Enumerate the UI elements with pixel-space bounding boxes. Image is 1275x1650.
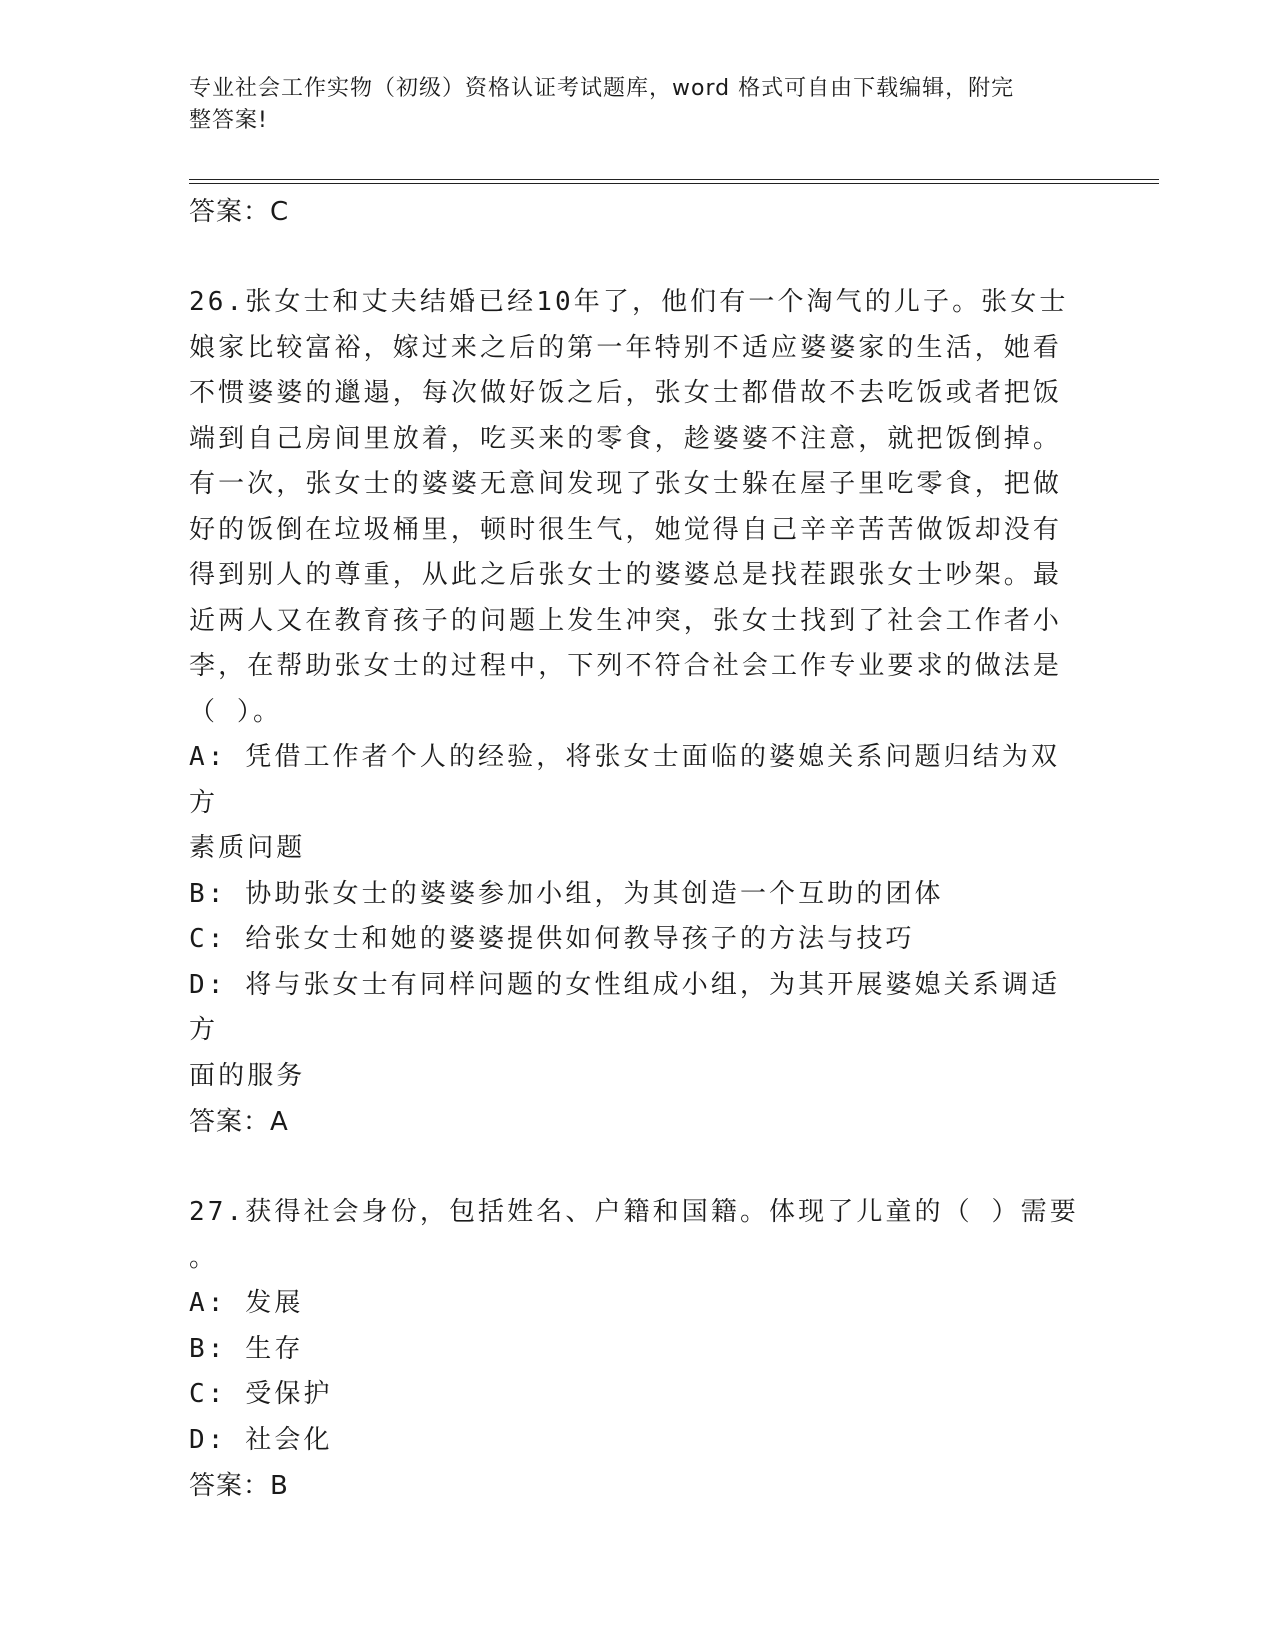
question-stem-line: 端到自己房间里放着，吃买来的零食，趁婆婆不注意，就把饭倒掉。 [189, 423, 1063, 454]
header-line: 整答案! [189, 108, 268, 133]
answer-line: 答案：A [189, 1107, 289, 1137]
question-stem-line: 好的饭倒在垃圾桶里，顿时很生气，她觉得自己辛辛苦苦做饭却没有 [189, 514, 1063, 545]
question-stem-line: 不惯婆婆的邋遢，每次做好饭之后，张女士都借故不去吃饭或者把饭 [189, 378, 1063, 408]
answer-line: 答案：B [189, 1471, 289, 1501]
option-b: B: 生存 [189, 1333, 304, 1364]
question-stem-line: 李，在帮助张女士的过程中，下列不符合社会工作专业要求的做法是 [189, 651, 1063, 681]
question-stem-line: 有一次，张女士的婆婆无意间发现了张女士躲在屋子里吃零食，把做 [189, 469, 1063, 499]
question-stem-line: 。 [189, 1242, 219, 1273]
header-divider [189, 183, 1159, 184]
question-stem-line: （ ）。 [189, 696, 283, 727]
option-b: B: 协助张女士的婆婆参加小组，为其创造一个互助的团体 [189, 878, 944, 909]
question-stem-line: 近两人又在教育孩子的问题上发生冲突，张女士找到了社会工作者小 [189, 605, 1063, 636]
question-27 [189, 1190, 1089, 1509]
question-stem-line: 得到别人的尊重，从此之后张女士的婆婆总是找茬跟张女士吵架。最 [189, 560, 1063, 590]
question-stem-line: 娘家比较富裕，嫁过来之后的第一年特别不适应婆婆家的生活，她看 [189, 332, 1063, 363]
page-header [189, 73, 1069, 137]
option-c: C: 受保护 [189, 1379, 333, 1409]
question-26 [189, 280, 1089, 1145]
question-stem-line: 27.获得社会身份，包括姓名、户籍和国籍。体现了儿童的（ ）需要 [189, 1197, 1079, 1227]
option-a: A: 发展 [189, 1288, 304, 1318]
option-d-continued: 面的服务 [189, 1060, 306, 1091]
spacer [189, 235, 1089, 280]
option-c: C: 给张女士和她的婆婆提供如何教导孩子的方法与技巧 [189, 924, 915, 954]
document-body [189, 189, 1089, 1509]
option-a: A: 凭借工作者个人的经验，将张女士面临的婆媳关系问题归结为双方 [189, 742, 1061, 818]
header-line: 专业社会工作实物（初级）资格认证考试题库，word 格式可自由下载编辑，附完 [189, 76, 1015, 101]
answer-line: 答案：C [189, 197, 290, 227]
spacer [189, 1145, 1089, 1190]
option-d: D: 将与张女士有同样问题的女性组成小组，为其开展婆媳关系调适方 [189, 969, 1061, 1045]
option-a-continued: 素质问题 [189, 833, 306, 863]
option-d: D: 社会化 [189, 1424, 333, 1455]
question-stem-line: 26.张女士和丈夫结婚已经10年了，他们有一个淘气的儿子。张女士 [189, 287, 1069, 317]
header-divider [189, 179, 1159, 180]
